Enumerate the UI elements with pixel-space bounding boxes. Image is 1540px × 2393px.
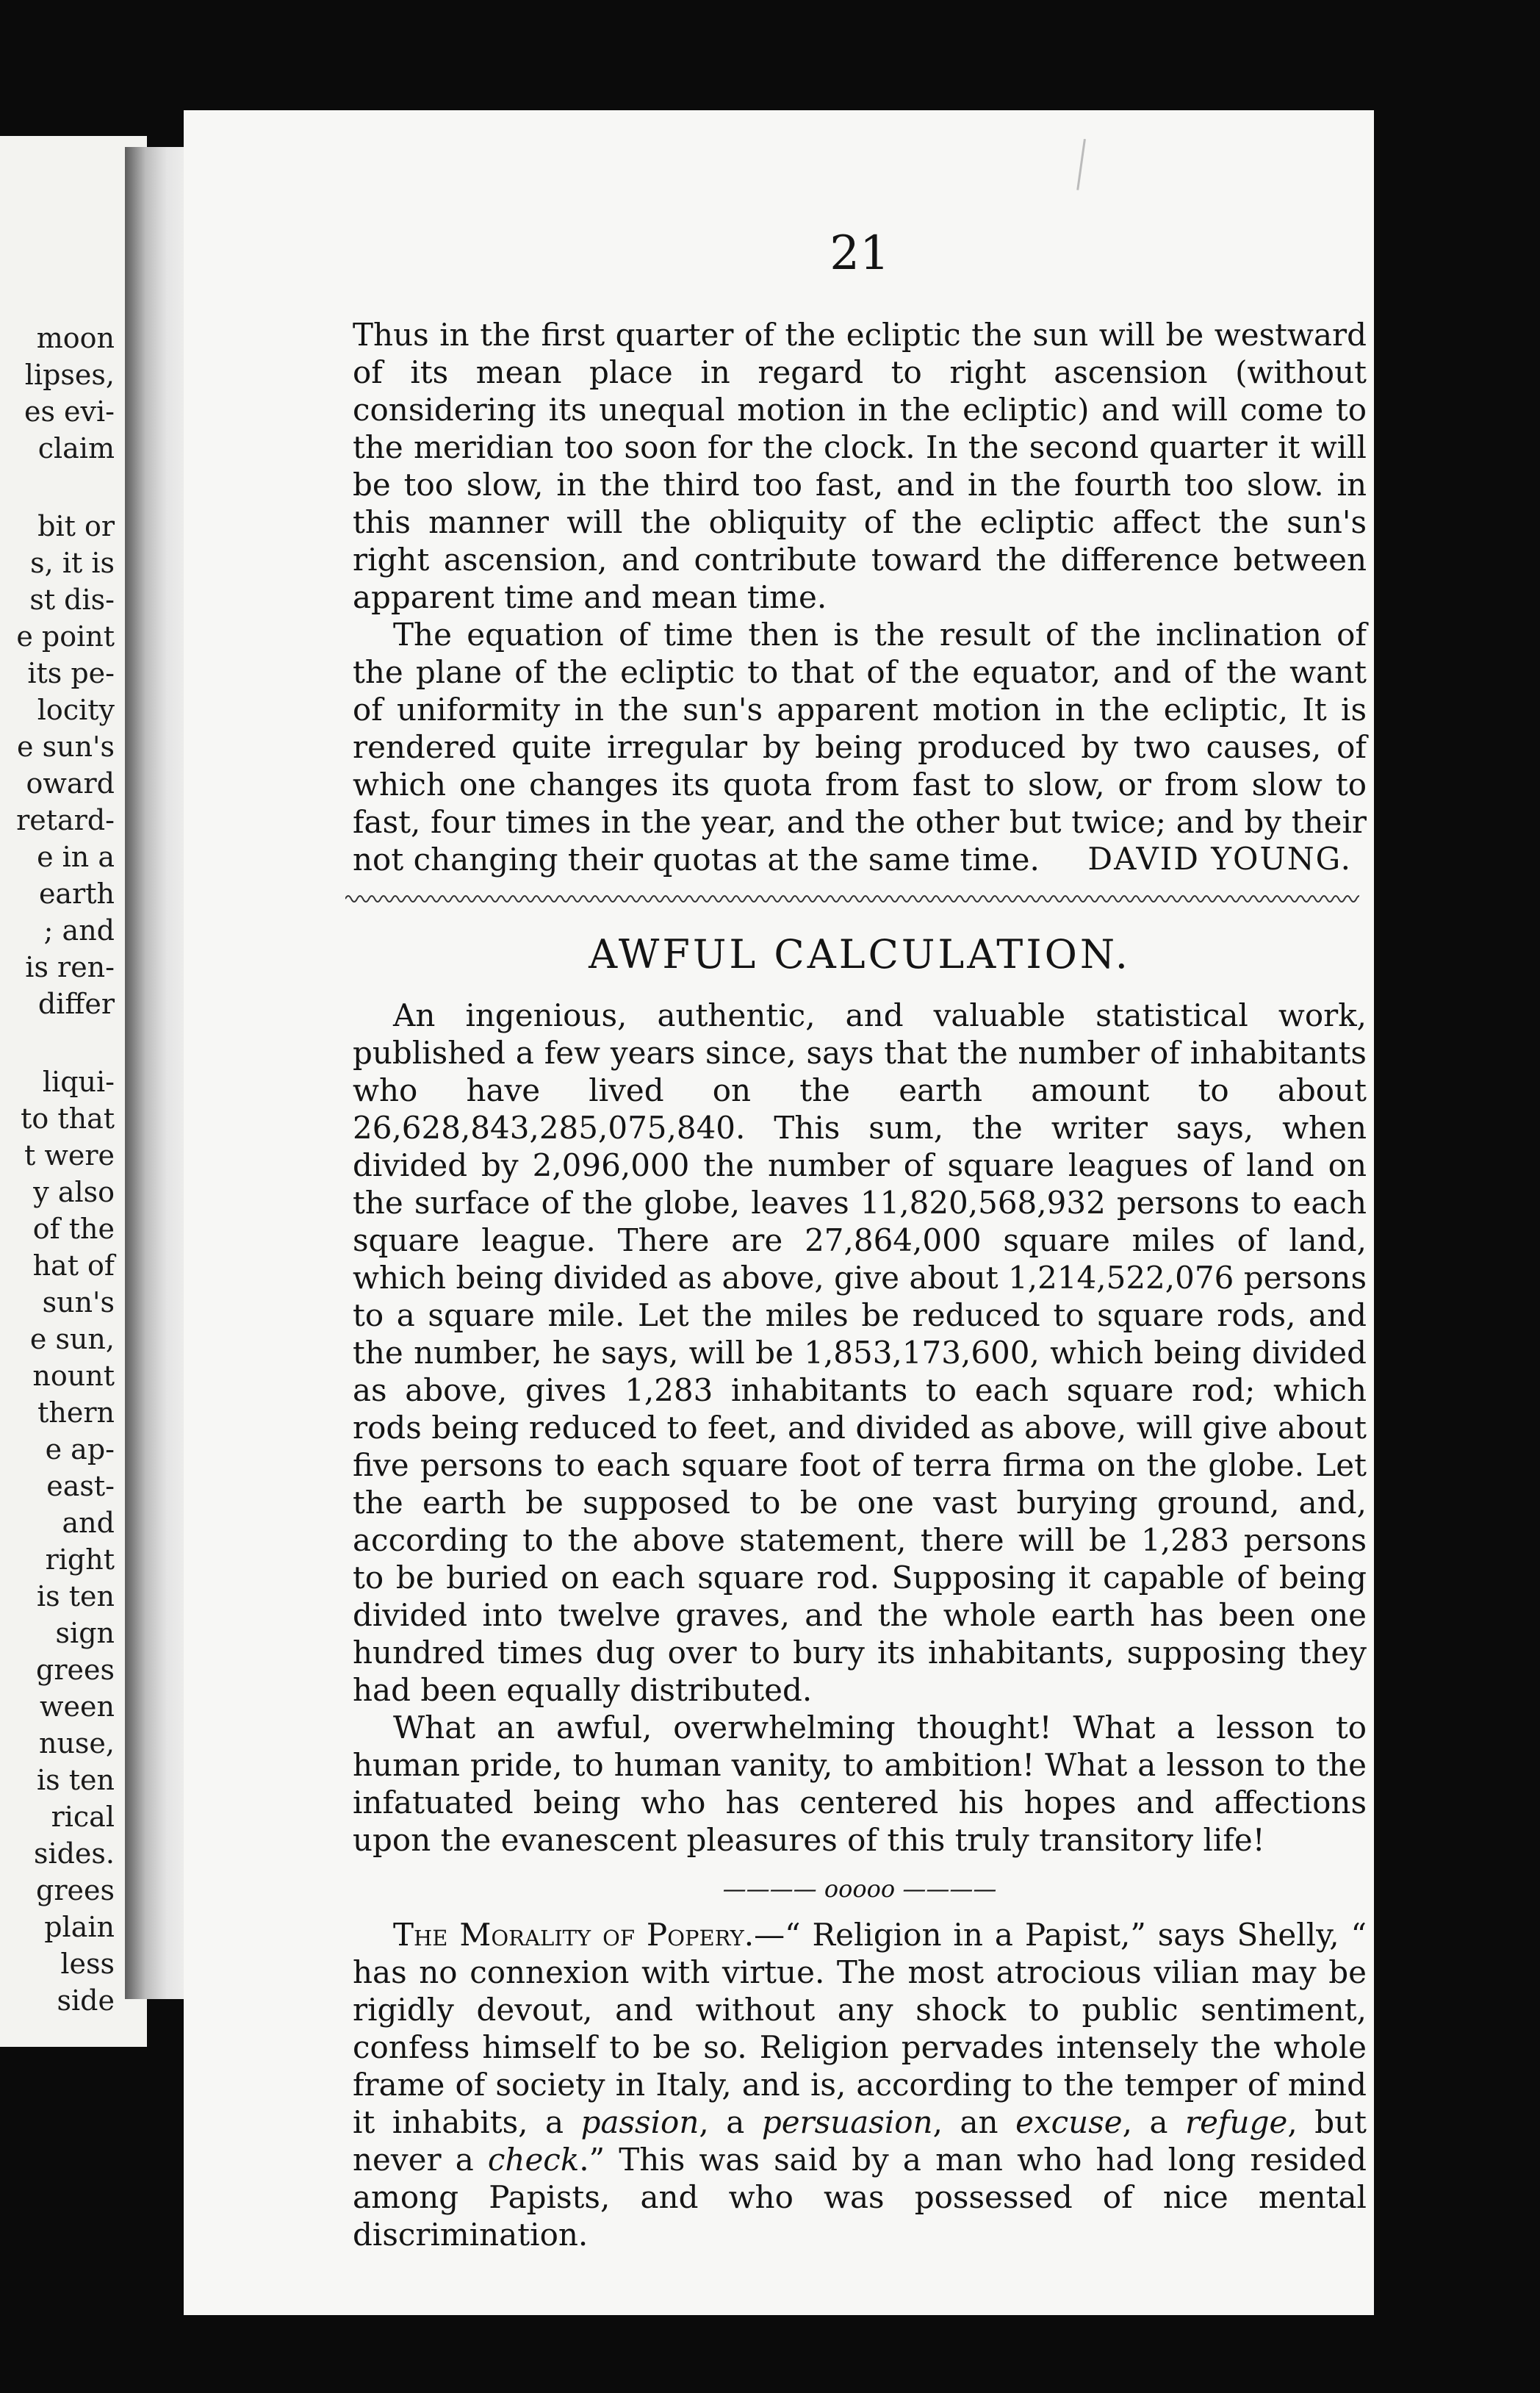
left-page-line: lipses, (24, 359, 115, 391)
left-page-line: plain (44, 1911, 115, 1943)
left-page-line: its pe- (27, 657, 115, 689)
left-page-line: and (62, 1507, 115, 1539)
right-page (184, 110, 1374, 2315)
paragraph-equation-of-time: The equation of time then is the result of the inclination of the plane of the ecliptic to that of the equator, and of the want of uniformity in the sun's apparent motion in the ecliptic, It is rendered quite irregular by being produced by two causes, of which one changes its quota from fast to slow, or from slow to fast, four times in the year, and the other but twice; and by their not changing their quotas at the same time. (353, 617, 1367, 878)
left-page-line: e ap- (45, 1433, 115, 1465)
left-page-line: liqui- (42, 1066, 115, 1098)
popery-text-d: , a (1122, 2104, 1186, 2140)
left-page-line: e in a (37, 841, 115, 873)
left-page-line: thern (37, 1396, 115, 1429)
left-page-line: y also (33, 1176, 115, 1208)
left-page-text (16, 320, 115, 2019)
paragraph-reflection: What an awful, overwhelming thought! What a lesson to human pride, to human vanity, to ambition! What a lesson to the infatuated being who has centered his hopes and affections upon the evanescent pleasures of this truly transitory life! (353, 1709, 1367, 1858)
left-page-line: to that (21, 1102, 115, 1135)
paragraph-ecliptic: Thus in the first quarter of the ecliptic the sun will be westward of its mean place in regard to right ascension (without considering its unequal motion in the ecliptic) and will come to the meridian too soon for the clock. In the second quarter it will be too slow, in the third too fast, and in the fourth too slow. in this manner will the obliquity of the ecliptic affect the sun's right ascension, and contribute toward the difference between apparent time and mean time. (353, 317, 1367, 615)
left-page-line: retard- (16, 804, 115, 836)
left-page-line: e sun, (29, 1323, 115, 1355)
left-page-line: right (45, 1543, 115, 1576)
left-page-line: t were (24, 1139, 115, 1172)
popery-text-b: , a (699, 2104, 762, 2140)
wavy-divider (345, 890, 1359, 908)
left-page-line: e point (16, 620, 115, 653)
word-excuse: excuse (1015, 2104, 1123, 2140)
left-page-line: is ten (37, 1580, 115, 1612)
left-page-line: sign (55, 1617, 115, 1649)
pen-mark (1076, 139, 1098, 192)
left-page-line: moon (36, 322, 115, 354)
page-number: 21 (830, 226, 890, 281)
left-page-line: grees (36, 1874, 115, 1906)
word-check: check (487, 2142, 580, 2178)
popery-lead: The Morality of Popery. (393, 1917, 755, 1953)
left-page-line: differ (37, 988, 115, 1020)
ornament-separator: ———— ooooo ———— (722, 1875, 997, 1903)
left-page-line: east- (46, 1470, 115, 1502)
popery-text-e: , but never a (353, 2104, 1367, 2178)
left-page-line: earth (38, 878, 115, 910)
left-page-line: es evi- (24, 395, 115, 428)
left-page-line: sun's (42, 1286, 115, 1319)
paragraph-calculation: An ingenious, authentic, and valuable statistical work, published a few years since, says that the number of inhabitants who have lived on the earth amount to about 26,628,843,285,075,840. This sum, the writer says, when divided by 2,096,000 the number of square leagues of land on the surface of the globe, leaves 11,820,568,932 persons to each square league. There are 27,864,000 square miles of land, which being divided as above, give about 1,214,522,076 persons to a square mile. Let the miles be reduced to square rods, and the number, he says, will be 1,853,173,600, which being divided as above, gives 1,283 inhabitants to each square rod; which rods being reduced to feet, and divided as above, will give about five persons to each square foot of terra firma on the globe. Let the earth be supposed to be one vast burying ground, and, according to the above statement, there will be 1,283 persons to be buried on each square rod. Supposing it capable of being divided into twelve graves, and the whole earth has been one hundred times dug over to bury its inhabitants, supposing they had been equally distributed. (353, 997, 1367, 1708)
popery-text-f: .” This was said by a man who had long resided among Papists, and who was possessed of nice mental discrimination. (353, 2142, 1367, 2253)
left-page-line: hat of (32, 1249, 115, 1282)
article-heading: AWFUL CALCULATION. (589, 931, 1131, 977)
left-page-line: is ten (37, 1764, 115, 1796)
left-page-line: sides. (33, 1837, 115, 1870)
left-page-line: is ren- (25, 951, 115, 983)
word-refuge: refuge (1185, 2104, 1288, 2140)
left-page-line: locity (37, 694, 115, 726)
left-page-line: e sun's (17, 731, 115, 763)
left-page-line: rical (51, 1801, 115, 1833)
left-page-line: s, it is (30, 547, 115, 579)
wavy-line (345, 896, 1359, 902)
left-page-line: claim (37, 432, 115, 464)
left-page-line: of the (32, 1213, 115, 1245)
left-page-line: oward (26, 767, 115, 800)
word-passion: passion (580, 2104, 699, 2140)
left-page-gap (16, 1022, 115, 1063)
left-page-line: side (57, 1984, 115, 2017)
left-page-line: nuse, (38, 1727, 115, 1759)
author-signature: DAVID YOUNG. (1087, 841, 1352, 877)
popery-text-c: , an (932, 2104, 1016, 2140)
paragraph-popery (353, 1916, 1367, 2253)
left-page-line: less (60, 1948, 115, 1980)
left-page-line: ; and (43, 914, 115, 947)
left-page-line: grees (36, 1654, 115, 1686)
left-page-line: st dis- (29, 584, 115, 616)
left-page-line: nount (32, 1360, 115, 1392)
left-page-line: ween (40, 1690, 115, 1723)
left-page-gap (16, 467, 115, 508)
page-content (353, 220, 1367, 2253)
word-persuasion: persuasion (761, 2104, 933, 2140)
popery-text-a: —“ Religion in a Papist,” says Shelly, “ has no connexion with virtue. The most atrocious vilian may be rigidly devout, and without any shock to public sentiment, confess himself to be so. Religion pervades intensely the whole frame of society in Italy, and is, according to the temper of mind it inhabits, a (353, 1917, 1367, 2140)
left-page-line: bit or (37, 510, 115, 542)
